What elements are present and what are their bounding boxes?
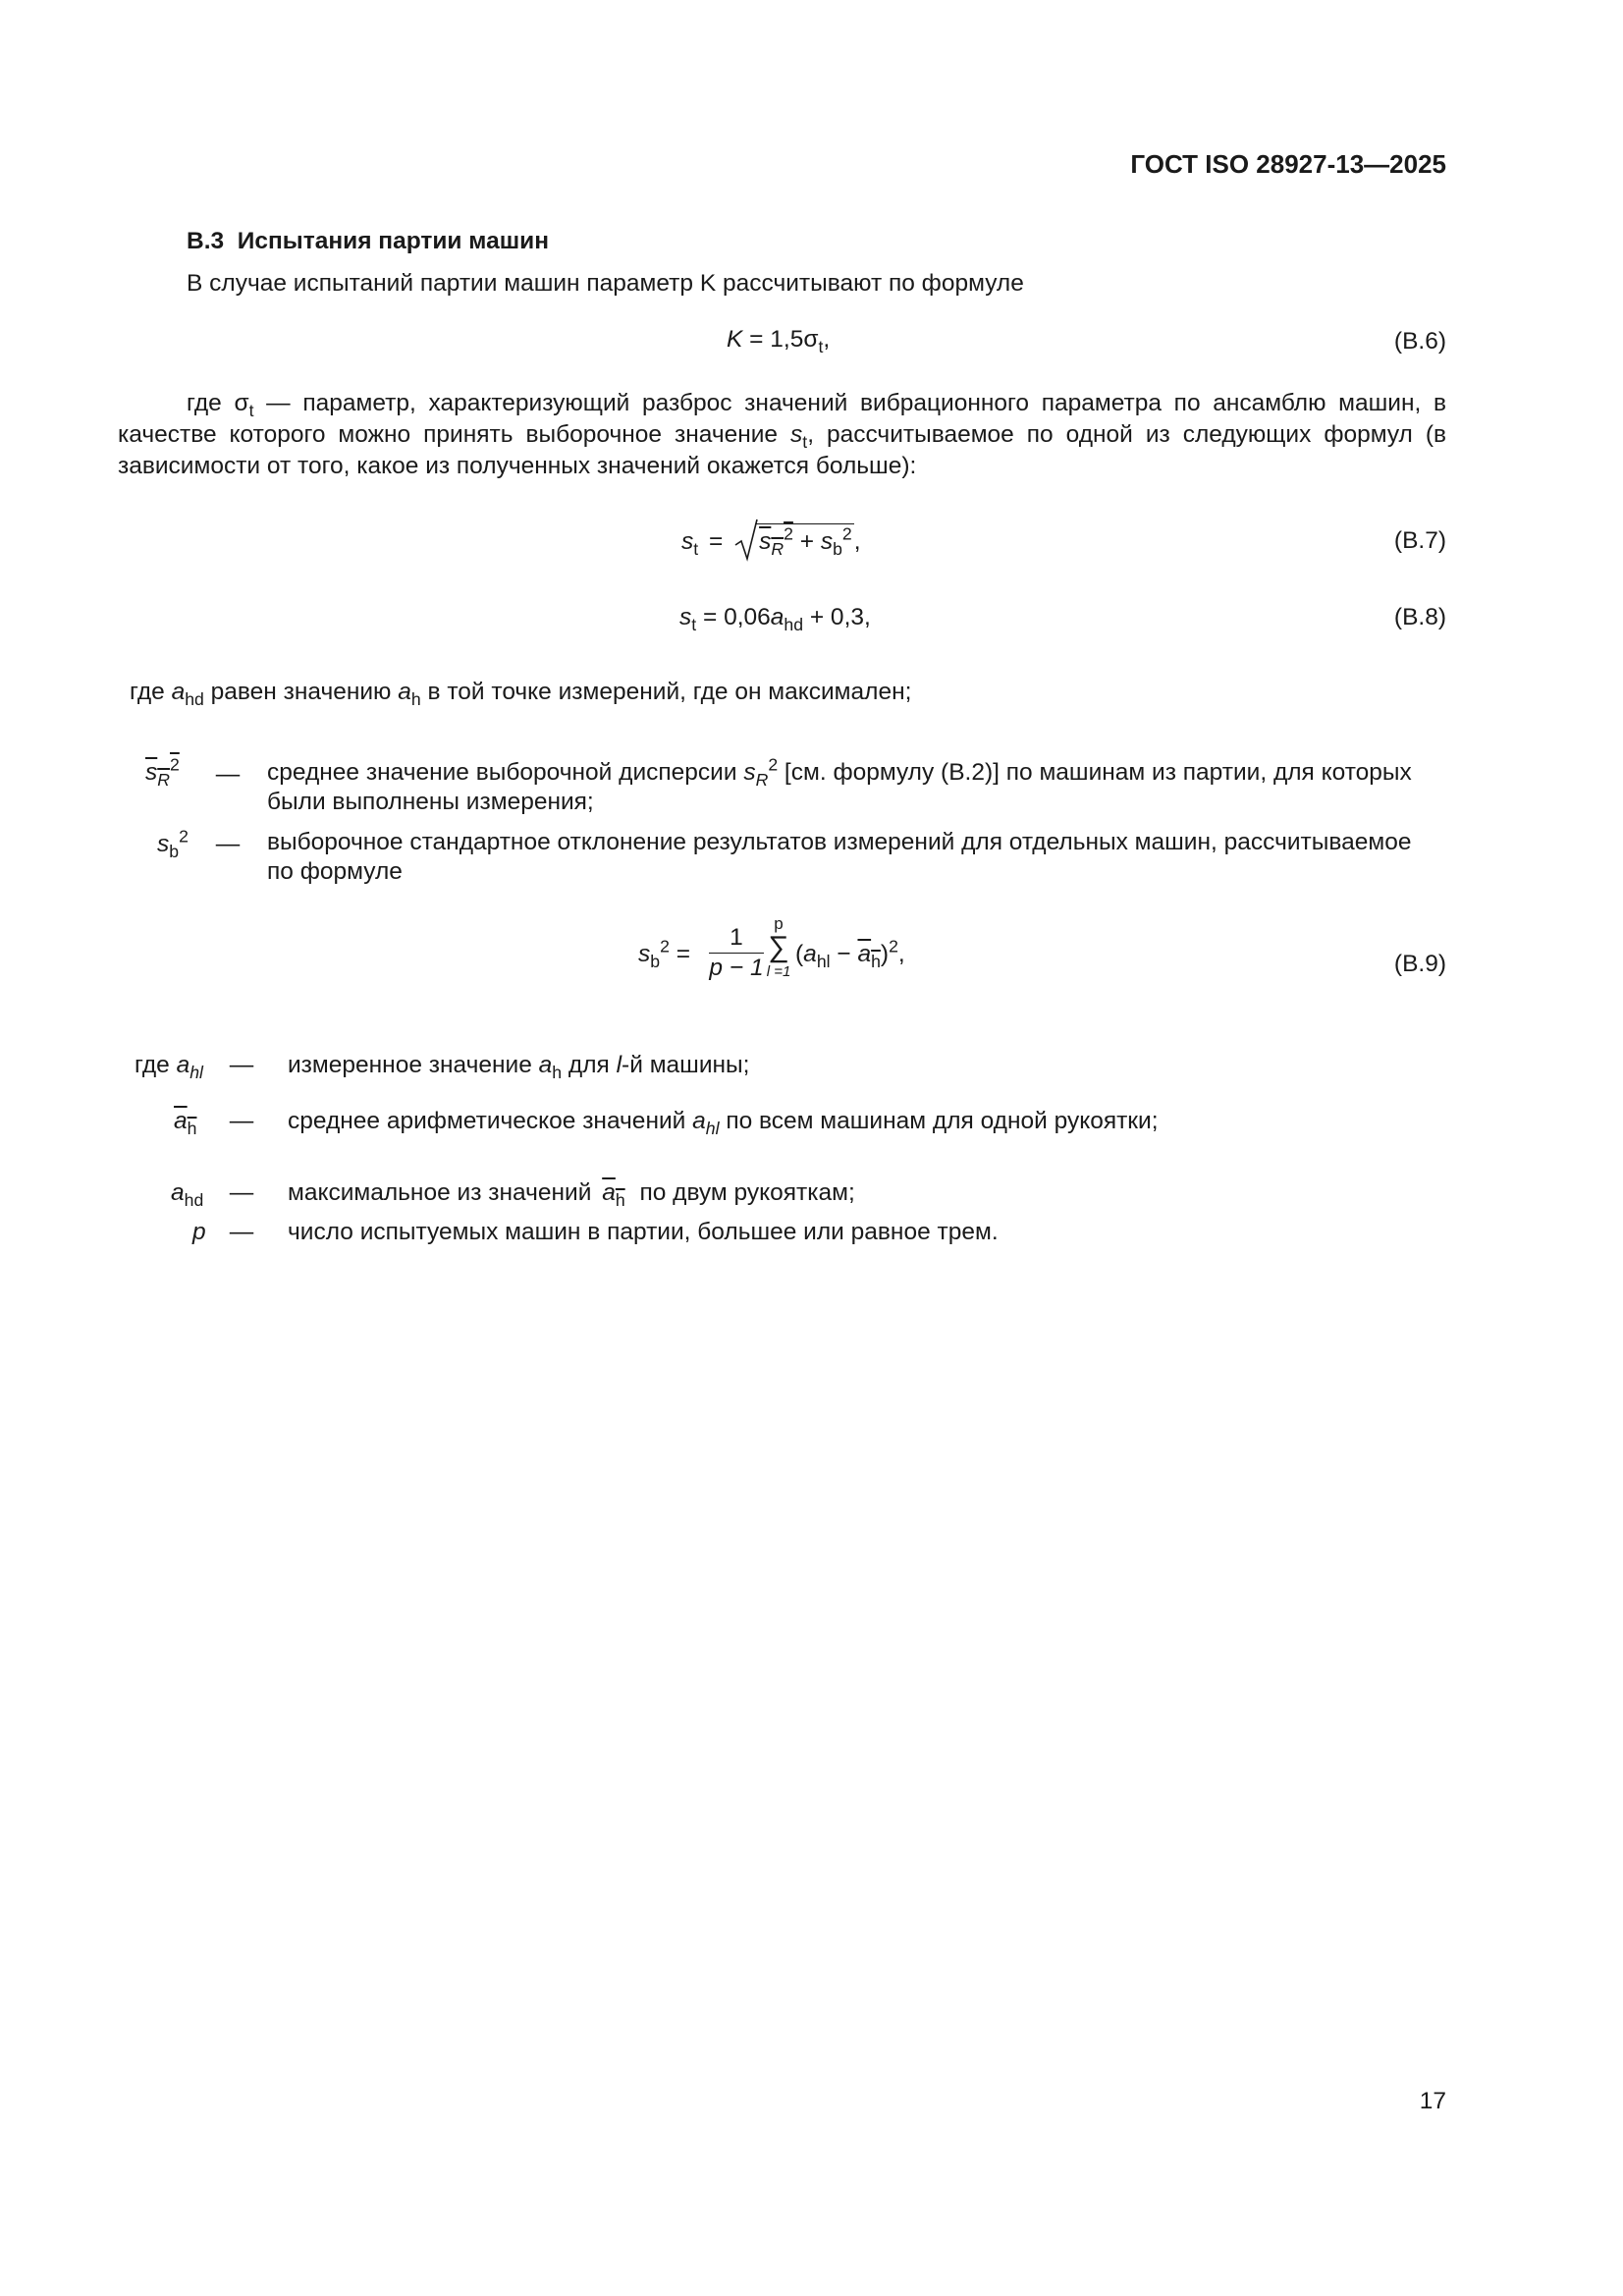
def-ahl-text: измеренное значение $a_h$ для l-й машины; [288,1052,750,1083]
b8-lhs: s [679,604,692,630]
sqrt-body [755,523,854,560]
b8-a: a [770,604,784,630]
section-intro [187,267,1024,300]
def-sb2-dash: — [215,831,241,857]
ahd-t2: равен значению [203,679,399,705]
b8-a-sub: hd [784,615,804,635]
b9-close-paren: ) [880,941,890,967]
b7-sb-term: s [820,528,834,555]
document-header [1130,149,1446,180]
def-p-symbol: p [192,1219,206,1245]
b9-sum [764,915,793,982]
b7-sb-sub: b [833,539,842,560]
def-ahd-dash: — [229,1179,254,1206]
formula-b6 [727,326,831,357]
ahd-b-sub: h [410,689,421,710]
def-ahd-text: максимальное из значений $a_h$ по двум рукояткам; [288,1179,855,1211]
page-number: 17 [1419,2088,1446,2114]
formula-b8 [679,604,871,635]
sum-upper-limit: p [774,914,784,933]
b7-lhs-sub: t [693,539,699,560]
def-sr2-dash: — [215,761,241,788]
b8-part2: + 0,3, [803,604,871,630]
section-title: Испытания партии машин [237,228,550,254]
para-sigma-s: s [790,421,803,448]
def-sb2-symbol: $s_b^2$ [157,826,189,862]
b7-lhs: s [681,528,694,555]
sigma-subscript: t [818,337,824,357]
b9-fraction [709,923,764,983]
def-ahl-dash: — [229,1052,254,1078]
section-heading [187,228,549,255]
para-sigma-sub2: t [802,432,808,453]
b7-eq: = [708,528,724,555]
b7-tail: , [853,528,861,555]
def-ahl-symbol: где $a_{hl}$ [135,1052,203,1083]
section-number: В.3 [187,228,225,254]
b9-pow2: 2 [889,936,898,957]
b7-sr-term: $s_R^2$ [759,523,793,560]
b9-lhs: s [638,941,651,967]
equation-number-b7: (B.7) [1393,527,1446,554]
equation-number-b9: (B.9) [1393,951,1446,977]
b9-a1: a [803,941,817,967]
b9-minus: − [837,941,851,967]
def-ah-symbol [174,1105,196,1137]
b8-lhs-sub: t [691,615,697,635]
def-sr2-symbol [145,756,180,789]
b8-part1: = 0,06 [696,604,771,630]
para-sigma-sub1: t [248,401,254,421]
ahd-b: a [398,679,411,705]
formula-b7 [681,518,861,567]
def-p-text: число испытуемых машин в партии, большее или равное трем. [288,1219,999,1245]
def-ah-text: среднее арифметическое значений $a_{hl}$ по всем машинам для одной рукоятки; [288,1108,1159,1139]
def-sb2-text: выборочное стандартное отклонение результатов измерений для отдельных машин, рассчитываемое по формуле [267,829,1412,885]
def-p-dash: — [229,1219,254,1245]
b9-denominator: p − 1 [709,955,764,981]
equation-number-b6: (B.6) [1393,328,1446,355]
sum-lower-limit: l =1 [766,963,791,980]
b9-tail: , [897,941,905,967]
b9-a1-sub: hl [816,952,831,972]
standard-code: ГОСТ ISO 28927-13—2025 [1130,149,1446,179]
ahd-t3: в той точке измерений, где он максимален; [420,679,912,705]
formula-b6-tail: , [823,326,831,353]
intro-text: В случае испытаний партии машин параметр K рассчитывают по формуле [187,270,1024,297]
def-sr2-text: среднее значение выборочной дисперсии $s_R^2$ [см. формулу (B.2)] по машинам из партии, для которых были выполнены измерения; [267,754,1412,815]
b9-a2: $a_h$ [857,941,881,972]
paragraph-ahd [130,676,911,708]
symbol-k: K [727,326,743,353]
def-ahd-symbol: $a_{hd}$ [171,1179,204,1211]
ahd-a-sub: hd [185,689,204,710]
para-sigma-t1: где σ [187,390,249,416]
ah-symbol: $a_h$ [174,1108,197,1139]
b7-plus: + [799,528,815,555]
ahd-a: a [171,679,186,705]
ahd-text-ah: $a_h$ [602,1179,625,1211]
equation-number-b8: (B.8) [1393,604,1446,630]
formula-b6-rhs: = 1,5σ [749,326,819,353]
para-sigma-t3: , рассчитываемое по одной из следующих формул (в зависимости от того, какое из полученных значений окажется больше): [118,421,1446,479]
summation-icon: ∑ [768,931,789,963]
para-sigma-t2: — параметр, характеризующий разброс значений вибрационного параметра по ансамблю машин, в качестве которого можно принять выборочное значение [118,390,1447,448]
sr2-symbol: $s_R^2$ [145,754,180,791]
ahd-t1: где [130,679,172,705]
b9-eq: = [676,941,690,967]
b7-sb-pow: 2 [841,523,852,544]
def-ah-dash: — [229,1108,254,1134]
paragraph-sigma [118,388,1446,482]
b9-open-paren: ( [795,941,804,967]
b9-numerator: 1 [730,924,743,951]
